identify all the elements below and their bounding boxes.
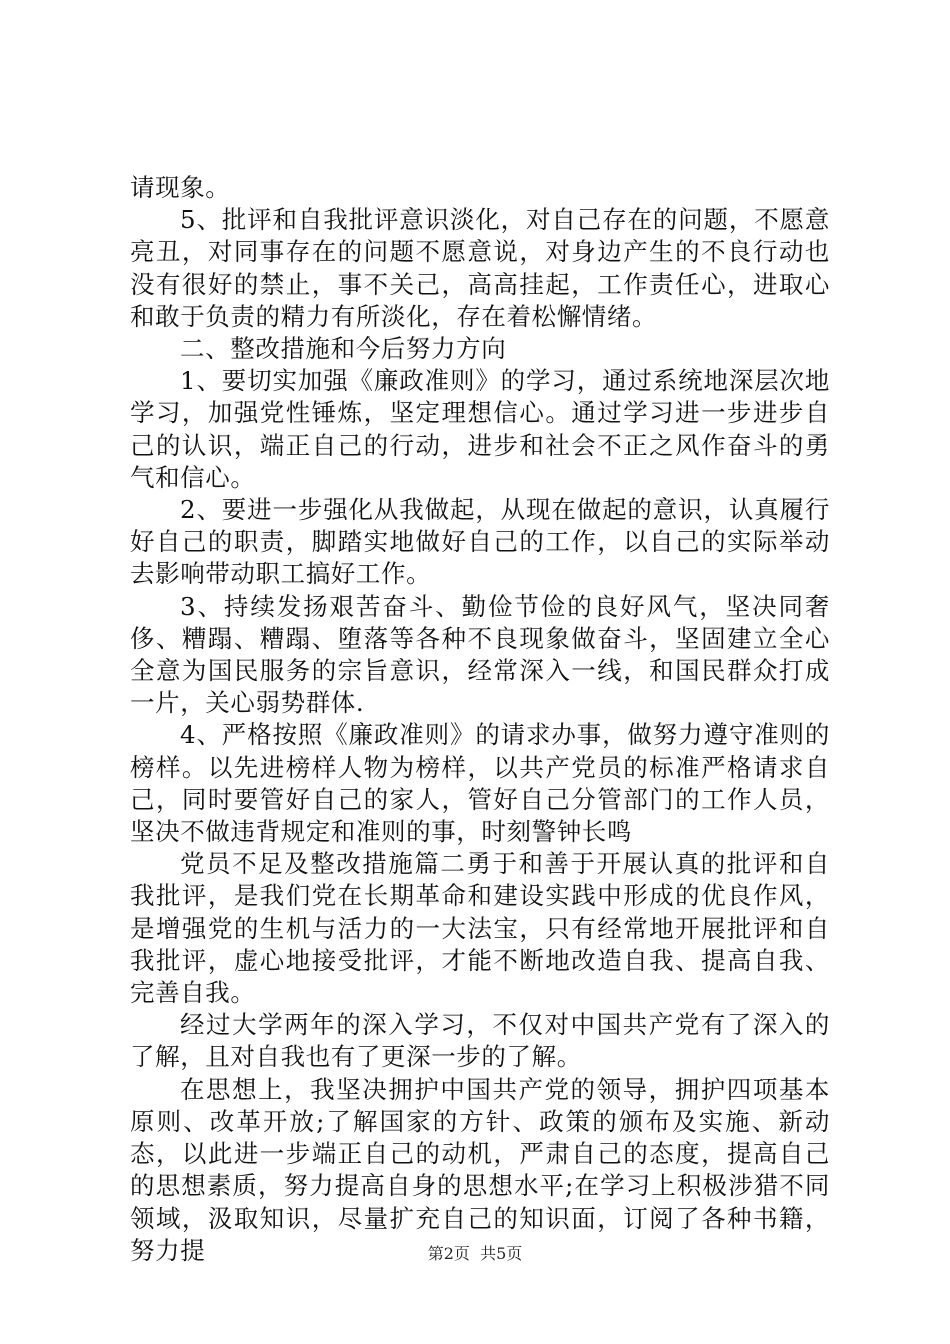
page-footer xyxy=(0,1244,950,1264)
page-number: 第2页 xyxy=(427,1244,470,1263)
paragraph-continuation: 请现象。 xyxy=(130,173,231,202)
paragraph-measure-3: 3、持续发扬艰苦奋斗、勤俭节俭的良好风气，坚决同奢侈、糟蹋、糟蹋、堕落等各种不良现象做奋斗，坚固建立全心全意为国民服务的宗旨意识，经常深入一线，和国民群众打成一片，关心弱势群体. xyxy=(130,591,830,718)
paragraph-measure-4: 4、严格按照《廉政准则》的请求办事，做努力遵守准则的榜样。以先进榜样人物为榜样，以共产党员的标准严格请求自己，同时要管好自己的家人，管好自己分管部门的工作人员，坚决不做违背规定和准则的事，时刻警钟长鸣 xyxy=(130,720,830,847)
document-body xyxy=(130,172,830,1267)
paragraph-measure-2: 2、要进一步强化从我做起，从现在做起的意识，认真履行好自己的职责，脚踏实地做好自己的工作，以自己的实际举动去影响带动职工搞好工作。 xyxy=(130,495,830,589)
paragraph-article-two: 党员不足及整改措施篇二勇于和善于开展认真的批评和自我批评，是我们党在长期革命和建设实践中形成的优良作风，是增强党的生机与活力的一大法宝，只有经常地开展批评和自我批评，虚心地接受批评，才能不断地改造自我、提高自我、完善自我。 xyxy=(130,849,830,1008)
paragraph-measure-1: 1、要切实加强《廉政准则》的学习，通过系统地深层次地学习，加强党性锤炼，坚定理想信心。通过学习进一步进步自己的认识，端正自己的行动，进步和社会不正之风作奋斗的勇气和信心。 xyxy=(130,366,830,492)
paragraph-study: 经过大学两年的深入学习，不仅对中国共产党有了深入的了解，且对自我也有了更深一步的了解。 xyxy=(130,1010,830,1072)
paragraph-item-5: 5、批评和自我批评意识淡化，对自己存在的问题，不愿意亮丑，对同事存在的问题不愿意说，对身边产生的不良行动也没有很好的禁止，事不关己，高高挂起，工作责任心，进取心和敢于负责的精力有所淡化，存在着松懈情绪。 xyxy=(130,205,830,331)
page-total: 共5页 xyxy=(480,1244,523,1263)
section-heading: 二、整改措施和今后努力方向 xyxy=(180,334,507,364)
paragraph-thought: 在思想上，我坚决拥护中国共产党的领导，拥护四项基本原则、改革开放;了解国家的方针、政策的颁布及实施、新动态，以此进一步端正自己的动机，严肃自己的态度，提高自己的思想素质，努力提高自身的思想水平;在学习上积极涉猎不同领域，汲取知识，尽量扩充自己的知识面，订阅了各种书籍，努力提 xyxy=(130,1074,830,1265)
